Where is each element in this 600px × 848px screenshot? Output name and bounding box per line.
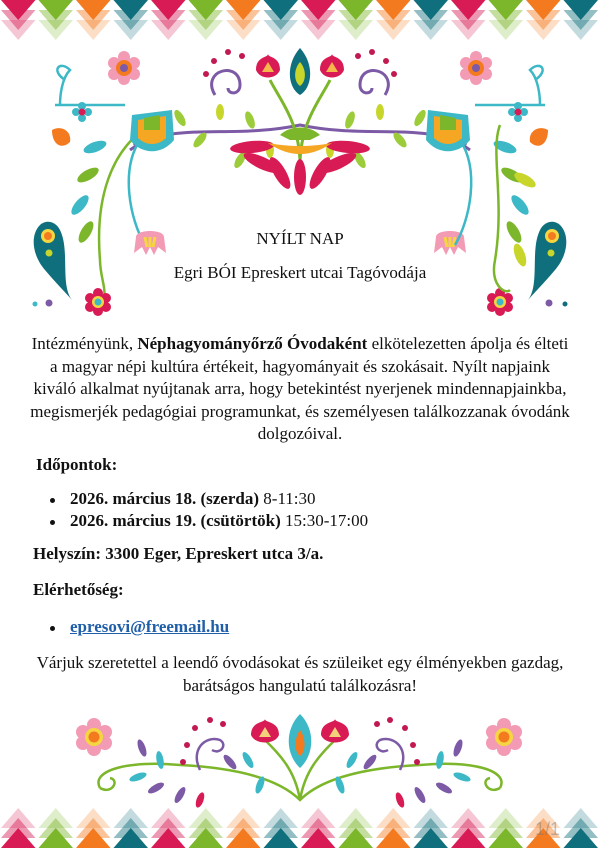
bottom-bunting-icon — [0, 808, 600, 848]
schedule-item — [44, 510, 368, 532]
schedule-date: 2026. március 18. (szerda) — [70, 489, 260, 508]
schedule-label: Időpontok: — [36, 455, 118, 474]
intro-highlight: Néphagyományőrző Óvodaként — [137, 334, 368, 353]
intro-text-rest: elkötelezetten ápolja és élteti a magyar népi kultúra értékeit, hagyományait és szokásait. Nyílt napjaink kiváló alkalmat nyújtanak arra, hogy betekintést nyerjenek mindennapjainkba, megismerjék pedagógiai programunkat, és személyesen találkozzanak óvodánk dolgozóival. — [30, 334, 570, 443]
top-bunting-icon — [0, 0, 600, 40]
intro-text-start: Intézményünk, — [31, 334, 138, 353]
intro-paragraph — [28, 333, 572, 446]
page-title: NYÍLT NAP — [256, 229, 344, 248]
page-indicator: 1/1 — [534, 819, 560, 839]
contact-label: Elérhetőség: — [33, 580, 124, 599]
schedule-list — [44, 488, 368, 532]
contact-list — [44, 616, 229, 638]
schedule-time: 8-11:30 — [259, 489, 316, 508]
top-folk-ornament-icon — [0, 38, 600, 328]
contact-item — [44, 616, 229, 638]
closing-paragraph: Várjuk szeretettel a leendő óvodásokat és szüleiket egy élményekben gazdag, barátságos hangulatú találkozásra! — [36, 653, 564, 695]
schedule-date: 2026. március 19. (csütörtök) — [70, 511, 281, 530]
location-text: Helyszín: 3300 Eger, Epreskert utca 3/a. — [33, 544, 324, 563]
schedule-time: 15:30-17:00 — [280, 511, 369, 530]
page-subtitle: Egri BÓI Epreskert utcai Tagóvodája — [173, 263, 427, 282]
email-link[interactable]: epresovi@freemail.hu — [70, 617, 230, 636]
bottom-folk-ornament-icon — [60, 700, 540, 810]
schedule-item — [44, 488, 368, 510]
